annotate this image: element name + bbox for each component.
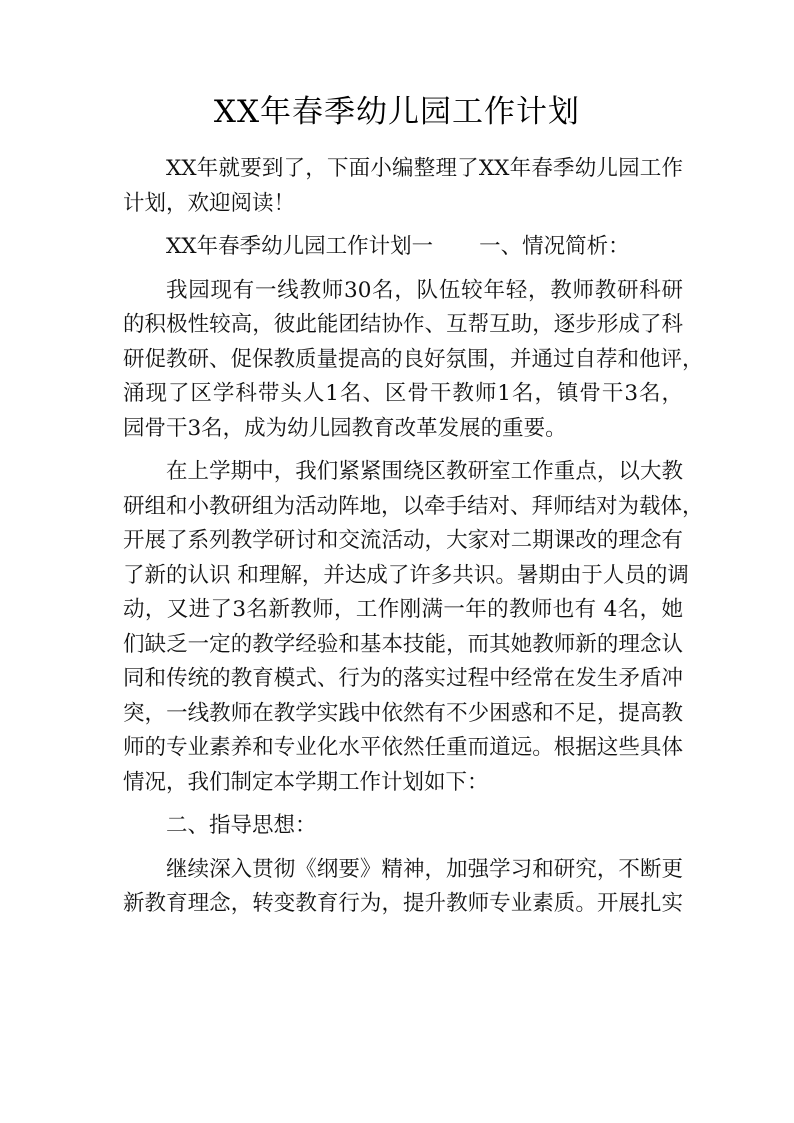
text-line: 同和传统的教育模式、行为的落实过程中经常在发生矛盾冲 xyxy=(123,666,683,691)
document-body xyxy=(123,152,704,922)
text-line: 我园现有一线教师30名，队伍较年轻，教师教研科研 xyxy=(166,277,683,303)
text-line: 突，一线教师在教学实践中依然有不少困惑和不足，提高教 xyxy=(123,700,683,726)
text-line: 继续深入贯彻《纲要》精神，加强学习和研究，不断更 xyxy=(166,856,683,882)
text-line: XX年就要到了，下面小编整理了XX年春季幼儿园工作 xyxy=(166,156,683,181)
section-heading: 二、指导思想： xyxy=(166,813,317,838)
text-line: 研促教研、促保教质量提高的良好氛围，并通过自荐和他评， xyxy=(123,346,704,372)
text-line: 情况，我们制定本学期工作计划如下： xyxy=(123,769,489,795)
text-line: 涌现了区学科带头人1名、区骨干教师1名，镇骨干3名， xyxy=(123,381,683,406)
text-line: 计划，欢迎阅读！ xyxy=(123,190,296,216)
text-line: 园骨干3名，成为幼儿园教育改革发展的重要。 xyxy=(123,415,567,441)
section-heading: 一、情况简析： xyxy=(479,234,630,259)
text-line: 了新的认识 和理解，并达成了许多共识。暑期由于人员的调 xyxy=(123,562,689,588)
text-line: 在上学期中，我们紧紧围绕区教研室工作重点，以大教 xyxy=(166,459,683,484)
plan-subtitle: XX年春季幼儿园工作计划一 xyxy=(166,234,434,259)
text-line: 师的专业素养和专业化水平依然任重而道远。根据这些具体 xyxy=(123,735,683,760)
section-heading-line xyxy=(123,230,683,265)
text-line: 新教育理念，转变教育行为，提升教师专业素质。开展扎实 xyxy=(123,891,683,916)
document-title: XX年春季幼儿园工作计划 xyxy=(213,94,581,130)
text-line: 开展了系列教学研讨和交流活动，大家对二期课改的理念有 xyxy=(123,528,683,553)
text-line: 动，又进了3名新教师，工作刚满一年的教师也有 4名，她 xyxy=(123,597,683,622)
text-line: 们缺乏一定的教学经验和基本技能，而其她教师新的理念认 xyxy=(123,631,683,657)
text-line: 的积极性较高，彼此能团结协作、互帮互助，逐步形成了科 xyxy=(123,312,683,337)
text-line: 研组和小教研组为活动阵地，以牵手结对、拜师结对为载体， xyxy=(123,493,704,519)
